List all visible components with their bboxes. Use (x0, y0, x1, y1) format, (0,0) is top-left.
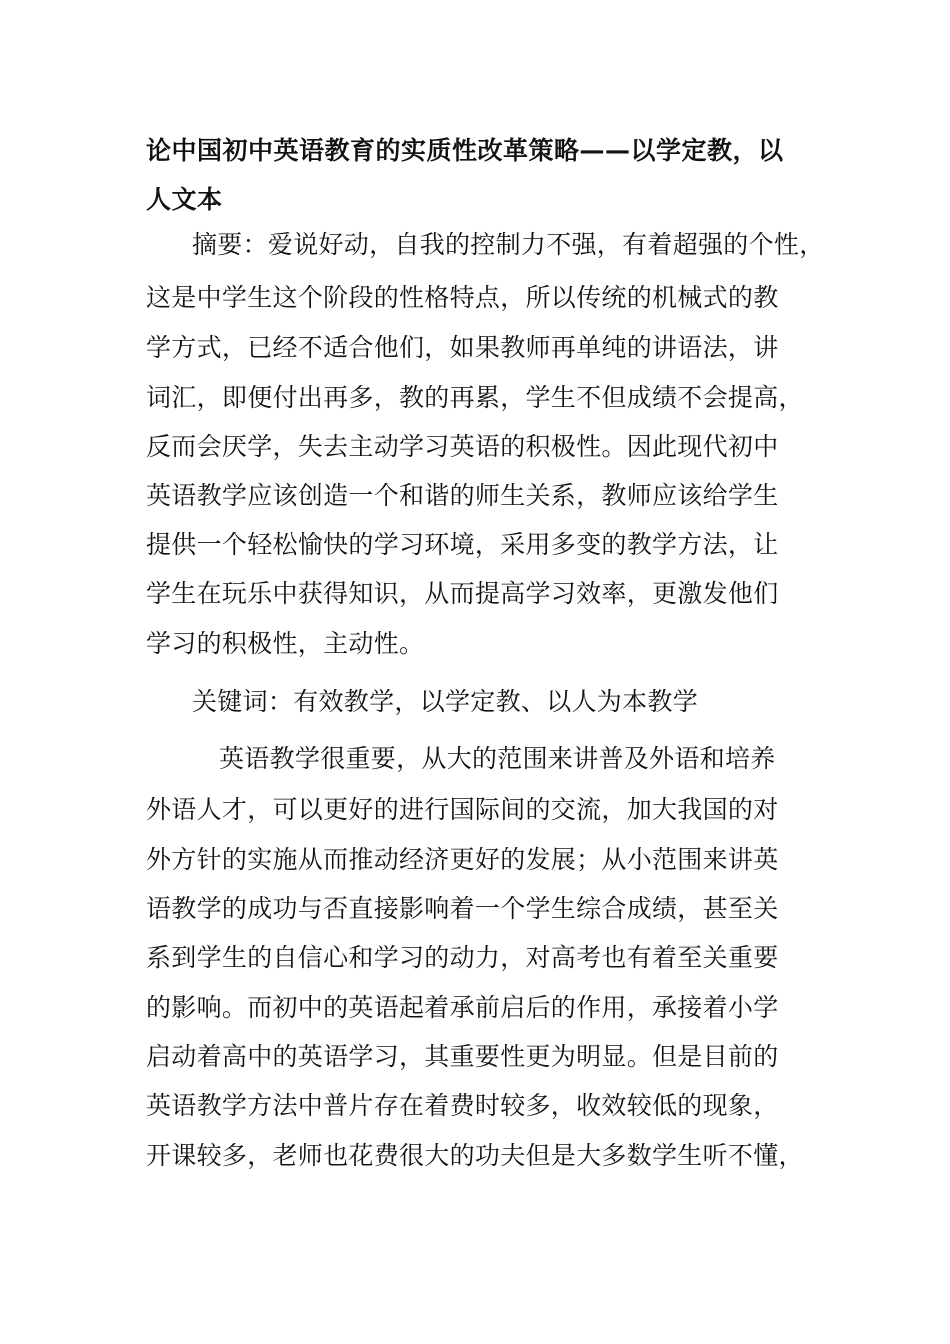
abstract-line-6: 英语教学应该创造一个和谐的师生关系，教师应该给学生 (146, 481, 779, 510)
abstract-line-9: 学习的积极性，主动性。 (146, 629, 425, 658)
body-line-4: 语教学的成功与否直接影响着一个学生综合成绩，甚至关 (146, 894, 779, 923)
body-line-6: 的影响。而初中的英语起着承前启后的作用，承接着小学 (146, 993, 779, 1022)
abstract-line-7: 提供一个轻松愉快的学习环境，采用多变的教学方法，让 (146, 530, 779, 559)
abstract-line-5: 反而会厌学，失去主动学习英语的积极性。因此现代初中 (146, 432, 779, 461)
title-line-2: 人文本 (146, 185, 223, 214)
body-line-5: 系到学生的自信心和学习的动力，对高考也有着至关重要 (146, 943, 779, 972)
title-line-1: 论中国初中英语教育的实质性改革策略——以学定教，以 (146, 136, 784, 165)
body-line-8: 英语教学方法中普片存在着费时较多，收效较低的现象， (146, 1091, 779, 1120)
abstract-line-8: 学生在玩乐中获得知识，从而提高学习效率，更激发他们 (146, 579, 779, 608)
body-line-3: 外方针的实施从而推动经济更好的发展；从小范围来讲英 (146, 845, 779, 874)
body-line-1: 英语教学很重要，从大的范围来讲普及外语和培养 (219, 744, 776, 773)
body-line-7: 启动着高中的英语学习，其重要性更为明显。但是目前的 (146, 1042, 779, 1071)
abstract-line-2: 这是中学生这个阶段的性格特点，所以传统的机械式的教 (146, 283, 779, 312)
abstract-line-3: 学方式，已经不适合他们，如果教师再单纯的讲语法，讲 (146, 333, 779, 362)
keywords-line: 关键词：有效教学，以学定教、以人为本教学 (192, 687, 699, 716)
body-line-2: 外语人才，可以更好的进行国际间的交流，加大我国的对 (146, 795, 779, 824)
abstract-line-1: 摘要：爱说好动，自我的控制力不强，有着超强的个性， (192, 230, 825, 259)
abstract-line-4: 词汇，即便付出再多，教的再累，学生不但成绩不会提高， (146, 383, 804, 412)
body-line-9: 开课较多，老师也花费很大的功夫但是大多数学生听不懂， (146, 1141, 804, 1170)
